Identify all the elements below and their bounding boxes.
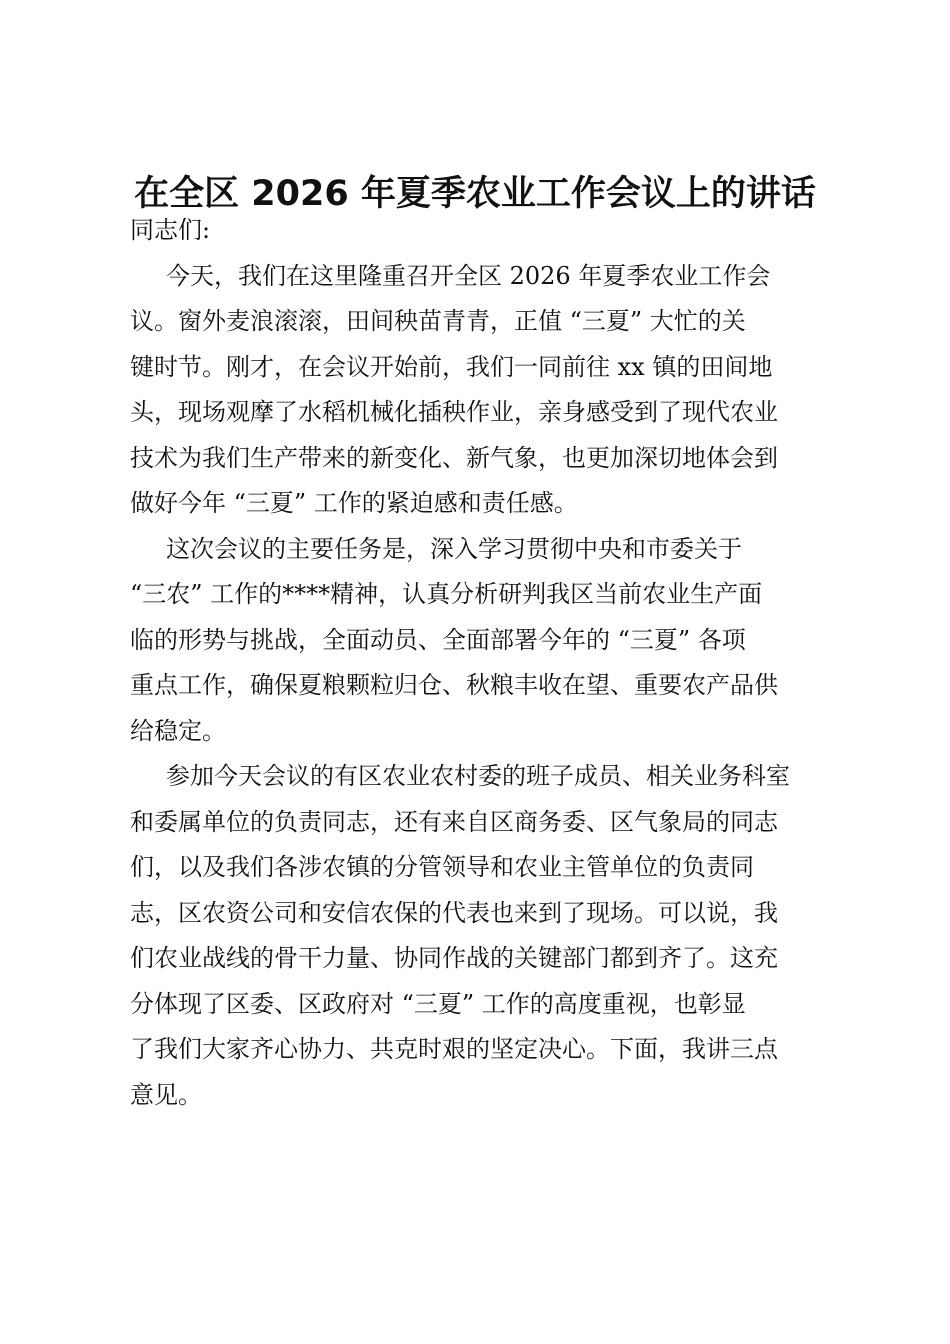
paragraph-2-line-1: 这次会议的主要任务是，深入学习贯彻中央和市委关于 (166, 534, 742, 563)
document-body (130, 208, 820, 1118)
salutation: 同志们: (130, 216, 211, 244)
paragraph-1-line-3: 键时节。刚才，在会议开始前，我们一同前往 xx 镇的田间地 (130, 352, 773, 381)
paragraph-2-line-2: “三农” 工作的****精神，认真分析研判我区当前农业生产面 (130, 580, 763, 608)
paragraph-1-line-6: 做好今年 “三夏” 工作的紧迫感和责任感。 (130, 489, 578, 517)
document-title: 在全区 2026 年夏季农业工作会议上的讲话 (134, 174, 816, 214)
paragraph-1-line-2: 议。窗外麦浪滚滚，田间秧苗青青，正值 “三夏” 大忙的关 (130, 307, 746, 335)
paragraph-3-line-6: 分体现了区委、区政府对 “三夏” 工作的高度重视，也彰显 (130, 989, 746, 1018)
paragraph-3-line-7: 了我们大家齐心协力、共克时艰的坚定决心。下面，我讲三点 (130, 1035, 778, 1063)
paragraph-3-line-4: 志，区农资公司和安信农保的代表也来到了现场。可以说，我 (130, 898, 778, 927)
paragraph-1-line-4: 头，现场观摩了水稻机械化插秧作业，亲身感受到了现代农业 (130, 398, 778, 426)
paragraph-2-line-5: 给稳定。 (130, 716, 226, 745)
paragraph-3-line-5: 们农业战线的骨干力量、协同作战的关键部门都到齐了。这充 (130, 944, 778, 972)
paragraph-3-line-1: 参加今天会议的有区农业农村委的班子成员、相关业务科室 (166, 762, 790, 790)
paragraph-2-line-3: 临的形势与挑战，全面动员、全面部署今年的 “三夏” 各项 (130, 625, 746, 654)
paragraph-1-line-5: 技术为我们生产带来的新变化、新气象，也更加深切地体会到 (130, 443, 778, 472)
paragraph-3-line-8: 意见。 (130, 1080, 202, 1109)
paragraph-3-line-2: 和委属单位的负责同志，还有来自区商务委、区气象局的同志 (130, 807, 778, 836)
paragraph-2-line-4: 重点工作，确保夏粮颗粒归仓、秋粮丰收在望、重要农产品供 (130, 671, 778, 699)
paragraph-1-line-1: 今天，我们在这里隆重召开全区 2026 年夏季农业工作会 (166, 261, 771, 290)
paragraph-3-line-3: 们，以及我们各涉农镇的分管领导和农业主管单位的负责同 (130, 853, 754, 881)
